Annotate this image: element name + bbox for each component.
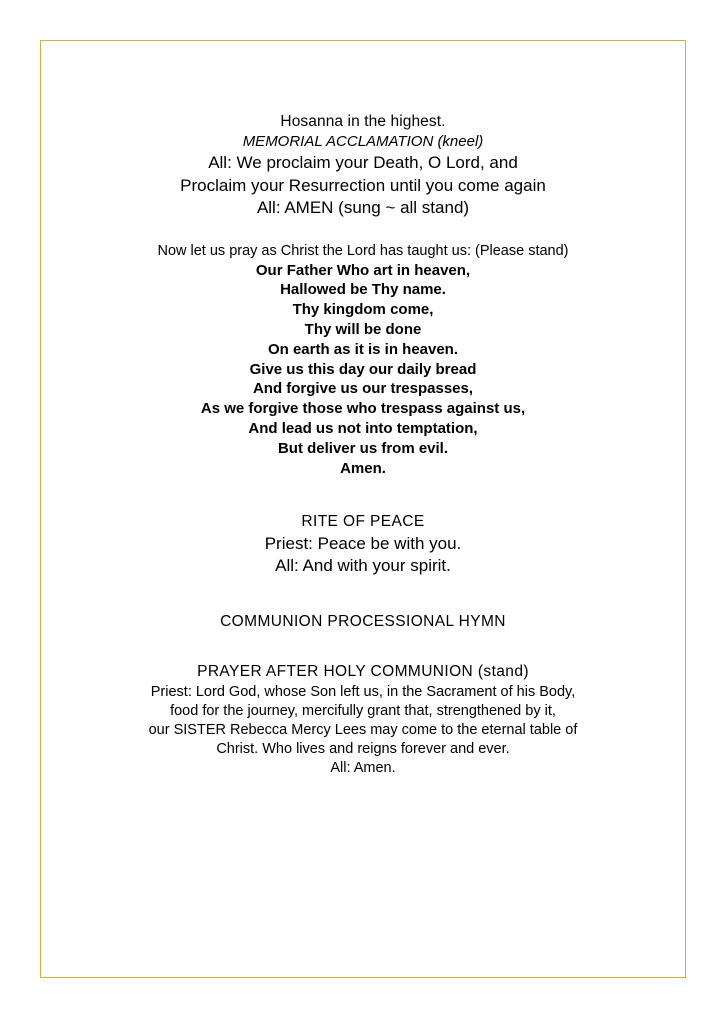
lords-prayer-line-11: Amen. xyxy=(340,459,386,477)
lords-prayer-line-8: As we forgive those who trespass against us, xyxy=(200,400,526,418)
memorial-acclamation-line-2: Proclaim your Resurrection until you come again xyxy=(180,175,546,195)
memorial-acclamation-heading: MEMORIAL ACCLAMATION (kneel) xyxy=(242,133,484,151)
lords-prayer-line-5: On earth as it is in heaven. xyxy=(267,340,459,358)
lords-prayer-line-3: Thy kingdom come, xyxy=(292,301,434,319)
lords-prayer-intro: Now let us pray as Christ the Lord has taught us: (Please stand) xyxy=(157,242,569,259)
rite-of-peace-heading: RITE OF PEACE xyxy=(301,513,425,531)
prayer-after-communion-line-3: our SISTER Rebecca Mercy Lees may come to the eternal table of xyxy=(148,721,578,738)
lords-prayer-line-6: Give us this day our daily bread xyxy=(249,360,477,378)
lords-prayer-line-9: And lead us not into temptation, xyxy=(248,420,478,438)
memorial-acclamation-line-1: All: We proclaim your Death, O Lord, and xyxy=(208,153,518,173)
communion-hymn-heading: COMMUNION PROCESSIONAL HYMN xyxy=(220,612,506,630)
sanctus-tail-line: Hosanna in the highest. xyxy=(280,113,446,130)
prayer-after-communion-line-4: Christ. Who lives and reigns forever and ever. xyxy=(216,741,510,758)
spacer xyxy=(60,220,666,242)
rite-of-peace-line-2: All: And with your spirit. xyxy=(275,556,451,576)
prayer-after-communion-heading: PRAYER AFTER HOLY COMMUNION (stand) xyxy=(197,663,529,681)
prayer-after-communion-line-5: All: Amen. xyxy=(330,760,396,777)
prayer-after-communion-line-2: food for the journey, mercifully grant that, strengthened by it, xyxy=(170,702,556,719)
lords-prayer-line-4: Thy will be done xyxy=(304,321,422,339)
spacer xyxy=(60,578,666,612)
lords-prayer-line-1: Our Father Who art in heaven, xyxy=(255,261,471,279)
program-content xyxy=(60,112,666,778)
rite-of-peace-line-1: Priest: Peace be with you. xyxy=(264,533,462,553)
lords-prayer-line-7: And forgive us our trespasses, xyxy=(252,380,474,398)
memorial-acclamation-line-3: All: AMEN (sung ~ all stand) xyxy=(256,198,470,218)
spacer xyxy=(60,632,666,662)
lords-prayer-line-10: But deliver us from evil. xyxy=(277,439,449,457)
prayer-after-communion-line-1: Priest: Lord God, whose Son left us, in the Sacrament of his Body, xyxy=(150,683,576,700)
spacer xyxy=(60,478,666,512)
lords-prayer-line-2: Hallowed be Thy name. xyxy=(280,281,446,299)
